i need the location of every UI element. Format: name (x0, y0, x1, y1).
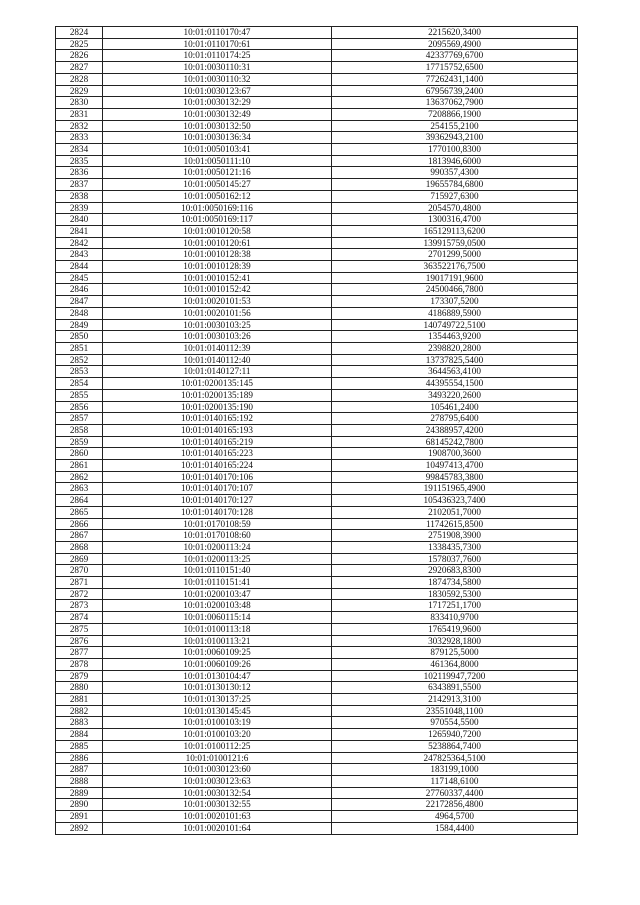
row-number-cell: 2845 (56, 272, 103, 284)
value-cell: 1770100,8300 (332, 144, 578, 156)
table-row (56, 225, 578, 237)
value-cell: 99845783,3800 (332, 471, 578, 483)
row-number-cell: 2868 (56, 541, 103, 553)
table-row (56, 799, 578, 811)
value-cell: 24388957,4200 (332, 424, 578, 436)
table-row (56, 518, 578, 530)
table-row (56, 541, 578, 553)
row-number-cell: 2825 (56, 38, 103, 50)
cadastral-number-cell: 10:01:0110151:41 (103, 577, 332, 589)
cadastral-number-cell: 10:01:0200113:24 (103, 541, 332, 553)
value-cell: 23551048,1100 (332, 705, 578, 717)
value-cell: 2142913,3100 (332, 694, 578, 706)
value-cell: 77262431,1400 (332, 73, 578, 85)
value-cell: 165129113,6200 (332, 225, 578, 237)
table-row (56, 600, 578, 612)
cadastral-number-cell: 10:01:0200135:145 (103, 378, 332, 390)
cadastral-number-cell: 10:01:0050145:27 (103, 179, 332, 191)
table-row (56, 284, 578, 296)
row-number-cell: 2849 (56, 319, 103, 331)
table-row (56, 62, 578, 74)
table-row (56, 27, 578, 39)
row-number-cell: 2871 (56, 577, 103, 589)
cadastral-number-cell: 10:01:0130130:12 (103, 682, 332, 694)
cadastral-number-cell: 10:01:0020101:53 (103, 296, 332, 308)
row-number-cell: 2890 (56, 799, 103, 811)
cadastral-number-cell: 10:01:0030123:63 (103, 776, 332, 788)
data-table (55, 26, 578, 835)
row-number-cell: 2891 (56, 811, 103, 823)
cadastral-number-cell: 10:01:0100103:19 (103, 717, 332, 729)
table-row (56, 97, 578, 109)
table-row (56, 354, 578, 366)
cadastral-number-cell: 10:01:0010152:41 (103, 272, 332, 284)
table-row (56, 752, 578, 764)
cadastral-number-cell: 10:01:0200103:47 (103, 588, 332, 600)
row-number-cell: 2876 (56, 635, 103, 647)
cadastral-number-cell: 10:01:0140170:128 (103, 506, 332, 518)
cadastral-number-cell: 10:01:0130104:47 (103, 670, 332, 682)
cadastral-number-cell: 10:01:0010120:58 (103, 225, 332, 237)
cadastral-number-cell: 10:01:0100121:6 (103, 752, 332, 764)
value-cell: 102119947,7200 (332, 670, 578, 682)
table-row (56, 120, 578, 132)
table-row (56, 38, 578, 50)
value-cell: 27760337,4400 (332, 787, 578, 799)
cadastral-number-cell: 10:01:0110170:47 (103, 27, 332, 39)
value-cell: 4964,5700 (332, 811, 578, 823)
row-number-cell: 2889 (56, 787, 103, 799)
value-cell: 2102051,7000 (332, 506, 578, 518)
value-cell: 2751908,3900 (332, 530, 578, 542)
row-number-cell: 2854 (56, 378, 103, 390)
table-row (56, 623, 578, 635)
table-row (56, 155, 578, 167)
row-number-cell: 2877 (56, 647, 103, 659)
cadastral-number-cell: 10:01:0110170:61 (103, 38, 332, 50)
table-row (56, 389, 578, 401)
cadastral-number-cell: 10:01:0170108:60 (103, 530, 332, 542)
table-row (56, 729, 578, 741)
value-cell: 1578037,7600 (332, 553, 578, 565)
value-cell: 363522176,7500 (332, 261, 578, 273)
table-row (56, 401, 578, 413)
row-number-cell: 2829 (56, 85, 103, 97)
row-number-cell: 2861 (56, 460, 103, 472)
cadastral-number-cell: 10:01:0060115:14 (103, 612, 332, 624)
row-number-cell: 2842 (56, 237, 103, 249)
value-cell: 17715752,6500 (332, 62, 578, 74)
cadastral-number-cell: 10:01:0110151:40 (103, 565, 332, 577)
table-row (56, 214, 578, 226)
table-row (56, 179, 578, 191)
row-number-cell: 2892 (56, 822, 103, 834)
row-number-cell: 2837 (56, 179, 103, 191)
table-row (56, 811, 578, 823)
cadastral-number-cell: 10:01:0020101:56 (103, 307, 332, 319)
row-number-cell: 2852 (56, 354, 103, 366)
table-row (56, 331, 578, 343)
table-row (56, 85, 578, 97)
row-number-cell: 2838 (56, 190, 103, 202)
value-cell: 19017191,9600 (332, 272, 578, 284)
cadastral-number-cell: 10:01:0050169:117 (103, 214, 332, 226)
cadastral-number-cell: 10:01:0030103:25 (103, 319, 332, 331)
row-number-cell: 2833 (56, 132, 103, 144)
row-number-cell: 2827 (56, 62, 103, 74)
table-row (56, 249, 578, 261)
cadastral-number-cell: 10:01:0030132:50 (103, 120, 332, 132)
value-cell: 1584,4400 (332, 822, 578, 834)
value-cell: 1338435,7300 (332, 541, 578, 553)
cadastral-number-cell: 10:01:0050111:10 (103, 155, 332, 167)
cadastral-number-cell: 10:01:0140112:40 (103, 354, 332, 366)
row-number-cell: 2879 (56, 670, 103, 682)
row-number-cell: 2850 (56, 331, 103, 343)
table-row (56, 658, 578, 670)
table-row (56, 822, 578, 834)
value-cell: 183199,1000 (332, 764, 578, 776)
row-number-cell: 2875 (56, 623, 103, 635)
cadastral-number-cell: 10:01:0200135:189 (103, 389, 332, 401)
value-cell: 879125,5000 (332, 647, 578, 659)
row-number-cell: 2848 (56, 307, 103, 319)
row-number-cell: 2881 (56, 694, 103, 706)
value-cell: 461364,8000 (332, 658, 578, 670)
value-cell: 19655784,6800 (332, 179, 578, 191)
table-row (56, 483, 578, 495)
table-row (56, 588, 578, 600)
table-row (56, 764, 578, 776)
cadastral-number-cell: 10:01:0140127:11 (103, 366, 332, 378)
row-number-cell: 2865 (56, 506, 103, 518)
cadastral-number-cell: 10:01:0140170:107 (103, 483, 332, 495)
table-row (56, 272, 578, 284)
cadastral-number-cell: 10:01:0020101:64 (103, 822, 332, 834)
table-row (56, 50, 578, 62)
value-cell: 139915759,0500 (332, 237, 578, 249)
value-cell: 1717251,1700 (332, 600, 578, 612)
row-number-cell: 2857 (56, 413, 103, 425)
row-number-cell: 2888 (56, 776, 103, 788)
row-number-cell: 2846 (56, 284, 103, 296)
table-row (56, 319, 578, 331)
table-row (56, 612, 578, 624)
value-cell: 5238864,7400 (332, 740, 578, 752)
value-cell: 105461,2400 (332, 401, 578, 413)
row-number-cell: 2870 (56, 565, 103, 577)
value-cell: 2095569,4900 (332, 38, 578, 50)
cadastral-number-cell: 10:01:0020101:63 (103, 811, 332, 823)
table-row (56, 787, 578, 799)
table-row (56, 670, 578, 682)
row-number-cell: 2828 (56, 73, 103, 85)
row-number-cell: 2836 (56, 167, 103, 179)
table-row (56, 237, 578, 249)
table-row (56, 167, 578, 179)
value-cell: 173307,5200 (332, 296, 578, 308)
row-number-cell: 2856 (56, 401, 103, 413)
row-number-cell: 2867 (56, 530, 103, 542)
row-number-cell: 2885 (56, 740, 103, 752)
cadastral-number-cell: 10:01:0010152:42 (103, 284, 332, 296)
cadastral-number-cell: 10:01:0010120:61 (103, 237, 332, 249)
cadastral-number-cell: 10:01:0140165:193 (103, 424, 332, 436)
cadastral-number-cell: 10:01:0170108:59 (103, 518, 332, 530)
value-cell: 1354463,9200 (332, 331, 578, 343)
cadastral-number-cell: 10:01:0140165:219 (103, 436, 332, 448)
value-cell: 7208866,1900 (332, 108, 578, 120)
value-cell: 3032928,1800 (332, 635, 578, 647)
cadastral-number-cell: 10:01:0100113:21 (103, 635, 332, 647)
row-number-cell: 2834 (56, 144, 103, 156)
row-number-cell: 2869 (56, 553, 103, 565)
table-row (56, 190, 578, 202)
cadastral-number-cell: 10:01:0030123:60 (103, 764, 332, 776)
value-cell: 833410,9700 (332, 612, 578, 624)
table-row (56, 108, 578, 120)
cadastral-number-cell: 10:01:0140165:223 (103, 448, 332, 460)
row-number-cell: 2835 (56, 155, 103, 167)
row-number-cell: 2858 (56, 424, 103, 436)
row-number-cell: 2855 (56, 389, 103, 401)
cadastral-number-cell: 10:01:0060109:26 (103, 658, 332, 670)
cadastral-number-cell: 10:01:0100103:20 (103, 729, 332, 741)
cadastral-number-cell: 10:01:0200113:25 (103, 553, 332, 565)
table-row (56, 565, 578, 577)
cadastral-number-cell: 10:01:0010128:38 (103, 249, 332, 261)
cadastral-number-cell: 10:01:0050121:16 (103, 167, 332, 179)
cadastral-number-cell: 10:01:0200103:48 (103, 600, 332, 612)
row-number-cell: 2887 (56, 764, 103, 776)
value-cell: 117148,6100 (332, 776, 578, 788)
row-number-cell: 2863 (56, 483, 103, 495)
row-number-cell: 2840 (56, 214, 103, 226)
cadastral-number-cell: 10:01:0030136:34 (103, 132, 332, 144)
value-cell: 6343891,5500 (332, 682, 578, 694)
table-row (56, 307, 578, 319)
value-cell: 278795,6400 (332, 413, 578, 425)
cadastral-number-cell: 10:01:0140112:39 (103, 342, 332, 354)
cadastral-number-cell: 10:01:0100112:25 (103, 740, 332, 752)
row-number-cell: 2824 (56, 27, 103, 39)
cadastral-number-cell: 10:01:0050103:41 (103, 144, 332, 156)
cadastral-number-cell: 10:01:0030132:29 (103, 97, 332, 109)
row-number-cell: 2873 (56, 600, 103, 612)
cadastral-number-cell: 10:01:0030110:32 (103, 73, 332, 85)
table-body (56, 27, 578, 835)
value-cell: 191151965,4900 (332, 483, 578, 495)
table-row (56, 448, 578, 460)
row-number-cell: 2878 (56, 658, 103, 670)
table-row (56, 73, 578, 85)
row-number-cell: 2862 (56, 471, 103, 483)
cadastral-number-cell: 10:01:0110174:25 (103, 50, 332, 62)
row-number-cell: 2826 (56, 50, 103, 62)
row-number-cell: 2864 (56, 495, 103, 507)
value-cell: 22172856,4800 (332, 799, 578, 811)
table-row (56, 635, 578, 647)
cadastral-number-cell: 10:01:0030132:54 (103, 787, 332, 799)
row-number-cell: 2832 (56, 120, 103, 132)
cadastral-number-cell: 10:01:0050169:116 (103, 202, 332, 214)
table-row (56, 577, 578, 589)
value-cell: 68145242,7800 (332, 436, 578, 448)
cadastral-number-cell: 10:01:0130145:45 (103, 705, 332, 717)
value-cell: 13637062,7900 (332, 97, 578, 109)
value-cell: 3644563,4100 (332, 366, 578, 378)
value-cell: 2215620,3400 (332, 27, 578, 39)
row-number-cell: 2839 (56, 202, 103, 214)
value-cell: 1300316,4700 (332, 214, 578, 226)
value-cell: 67956739,2400 (332, 85, 578, 97)
table-row (56, 776, 578, 788)
value-cell: 1874734,5800 (332, 577, 578, 589)
cadastral-number-cell: 10:01:0140165:192 (103, 413, 332, 425)
table-row (56, 261, 578, 273)
value-cell: 990357,4300 (332, 167, 578, 179)
row-number-cell: 2882 (56, 705, 103, 717)
value-cell: 11742615,8500 (332, 518, 578, 530)
row-number-cell: 2851 (56, 342, 103, 354)
value-cell: 140749722,5100 (332, 319, 578, 331)
value-cell: 1265940,7200 (332, 729, 578, 741)
table-row (56, 144, 578, 156)
row-number-cell: 2884 (56, 729, 103, 741)
table-row (56, 647, 578, 659)
table-row (56, 506, 578, 518)
value-cell: 4186889,5900 (332, 307, 578, 319)
value-cell: 105436323,7400 (332, 495, 578, 507)
table-row (56, 705, 578, 717)
value-cell: 715927,6300 (332, 190, 578, 202)
table-row (56, 694, 578, 706)
cadastral-number-cell: 10:01:0010128:39 (103, 261, 332, 273)
table-row (56, 296, 578, 308)
value-cell: 13737825,5400 (332, 354, 578, 366)
row-number-cell: 2841 (56, 225, 103, 237)
cadastral-number-cell: 10:01:0140170:127 (103, 495, 332, 507)
table-row (56, 717, 578, 729)
table-row (56, 460, 578, 472)
cadastral-number-cell: 10:01:0030110:31 (103, 62, 332, 74)
value-cell: 2398820,2800 (332, 342, 578, 354)
table-row (56, 553, 578, 565)
row-number-cell: 2847 (56, 296, 103, 308)
table-row (56, 495, 578, 507)
table-row (56, 740, 578, 752)
table-row (56, 202, 578, 214)
table-row (56, 366, 578, 378)
row-number-cell: 2844 (56, 261, 103, 273)
table-row (56, 436, 578, 448)
value-cell: 42337769,6700 (332, 50, 578, 62)
cadastral-number-cell: 10:01:0130137:25 (103, 694, 332, 706)
row-number-cell: 2883 (56, 717, 103, 729)
row-number-cell: 2886 (56, 752, 103, 764)
table-row (56, 682, 578, 694)
row-number-cell: 2874 (56, 612, 103, 624)
cadastral-number-cell: 10:01:0030103:26 (103, 331, 332, 343)
row-number-cell: 2880 (56, 682, 103, 694)
table-row (56, 378, 578, 390)
table-row (56, 530, 578, 542)
row-number-cell: 2872 (56, 588, 103, 600)
value-cell: 24500466,7800 (332, 284, 578, 296)
cadastral-number-cell: 10:01:0030132:55 (103, 799, 332, 811)
table-row (56, 413, 578, 425)
value-cell: 3493220,2600 (332, 389, 578, 401)
cadastral-number-cell: 10:01:0200135:190 (103, 401, 332, 413)
row-number-cell: 2831 (56, 108, 103, 120)
value-cell: 2920683,8300 (332, 565, 578, 577)
value-cell: 254155,2100 (332, 120, 578, 132)
value-cell: 44395554,1500 (332, 378, 578, 390)
value-cell: 10497413,4700 (332, 460, 578, 472)
cadastral-number-cell: 10:01:0060109:25 (103, 647, 332, 659)
value-cell: 2701299,5000 (332, 249, 578, 261)
value-cell: 1765419,9600 (332, 623, 578, 635)
row-number-cell: 2860 (56, 448, 103, 460)
cadastral-number-cell: 10:01:0050162:12 (103, 190, 332, 202)
value-cell: 39362943,2100 (332, 132, 578, 144)
table-row (56, 424, 578, 436)
table-row (56, 342, 578, 354)
value-cell: 1908700,3600 (332, 448, 578, 460)
cadastral-number-cell: 10:01:0030123:67 (103, 85, 332, 97)
row-number-cell: 2866 (56, 518, 103, 530)
table-row (56, 471, 578, 483)
cadastral-number-cell: 10:01:0100113:18 (103, 623, 332, 635)
value-cell: 247825364,5100 (332, 752, 578, 764)
table-row (56, 132, 578, 144)
value-cell: 1813946,6000 (332, 155, 578, 167)
cadastral-number-cell: 10:01:0030132:49 (103, 108, 332, 120)
row-number-cell: 2843 (56, 249, 103, 261)
cadastral-number-cell: 10:01:0140170:106 (103, 471, 332, 483)
cadastral-number-cell: 10:01:0140165:224 (103, 460, 332, 472)
row-number-cell: 2830 (56, 97, 103, 109)
value-cell: 1830592,5300 (332, 588, 578, 600)
row-number-cell: 2859 (56, 436, 103, 448)
row-number-cell: 2853 (56, 366, 103, 378)
value-cell: 2054570,4800 (332, 202, 578, 214)
value-cell: 970554,5500 (332, 717, 578, 729)
